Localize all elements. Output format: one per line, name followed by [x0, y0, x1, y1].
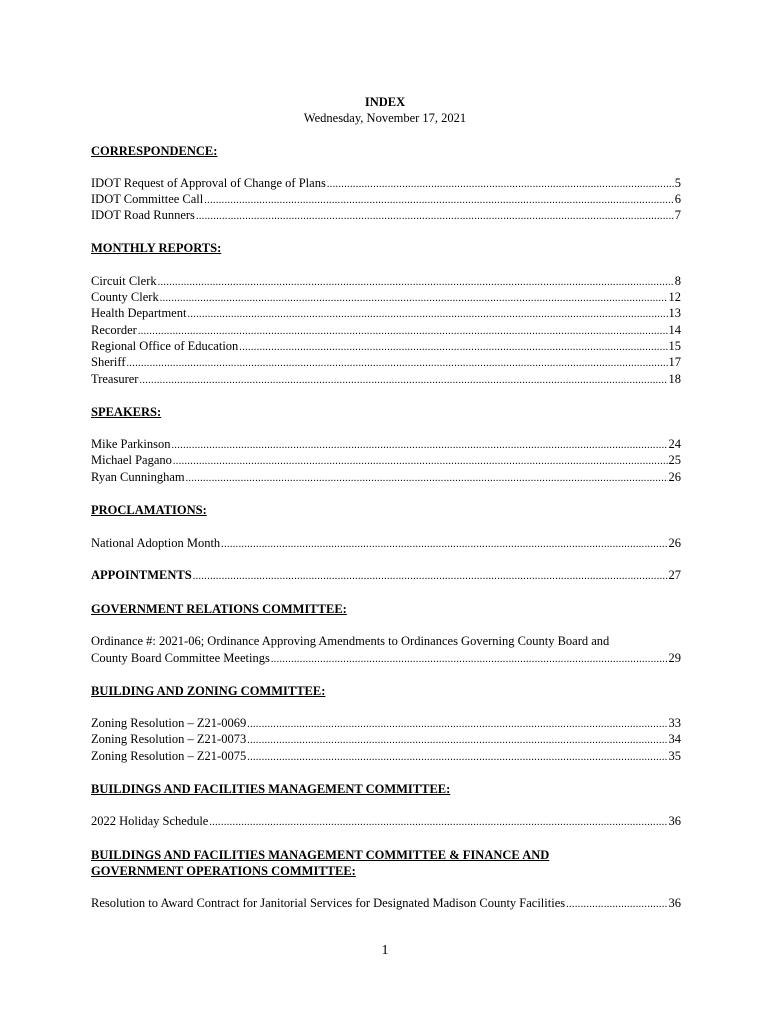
index-entry [91, 895, 681, 911]
entry-label: Zoning Resolution – Z21-0075 [91, 749, 247, 763]
entry-page: 8 [674, 274, 681, 288]
entry-label: Circuit Clerk [91, 274, 157, 288]
entry-page: 29 [668, 651, 681, 665]
dot-leader [193, 569, 668, 585]
entry-label: Zoning Resolution – Z21-0069 [91, 716, 247, 730]
section-heading-buildings-facilities: BUILDINGS AND FACILITIES MANAGEMENT COMMITTEE: [91, 782, 451, 796]
entry-label: Regional Office of Education [91, 339, 239, 353]
index-entry [91, 338, 681, 354]
index-entry [91, 731, 681, 747]
entry-label: Resolution to Award Contract for Janitorial Services for Designated Madison County Facilities [91, 896, 566, 910]
section-heading-buildings-finance-line2: GOVERNMENT OPERATIONS COMMITTEE: [91, 864, 356, 878]
entry-label: County Clerk [91, 290, 159, 304]
index-entry [91, 371, 681, 387]
entry-label: Sheriff [91, 355, 126, 369]
section-heading-correspondence: CORRESPONDENCE: [91, 144, 218, 158]
entry-label: IDOT Road Runners [91, 208, 195, 222]
entry-label: APPOINTMENTS [91, 568, 192, 582]
entry-page: 5 [674, 176, 681, 190]
dot-leader [247, 750, 667, 766]
dot-leader [186, 471, 668, 487]
index-entry [91, 436, 681, 452]
index-entry [91, 452, 681, 468]
entry-label: IDOT Committee Call [91, 192, 204, 206]
dot-leader [247, 733, 667, 749]
entry-page: 6 [674, 192, 681, 206]
index-entry [91, 748, 681, 764]
index-entry [91, 273, 681, 289]
entry-page: 7 [674, 208, 681, 222]
section-heading-buildings-finance-line1: BUILDINGS AND FACILITIES MANAGEMENT COMMITTEE & FINANCE AND [91, 848, 550, 862]
dot-leader [209, 815, 667, 831]
entry-page: 24 [668, 437, 681, 451]
entry-label: National Adoption Month [91, 536, 221, 550]
section-heading-proclamations: PROCLAMATIONS: [91, 503, 207, 517]
entry-label: Zoning Resolution – Z21-0073 [91, 732, 247, 746]
entry-page: 36 [668, 896, 681, 910]
entry-page: 34 [668, 732, 681, 746]
section-heading-building-zoning: BUILDING AND ZONING COMMITTEE: [91, 684, 326, 698]
index-entry-appointments [91, 567, 681, 583]
page-number: 1 [381, 943, 389, 958]
dot-leader [139, 373, 667, 389]
entry-label: Mike Parkinson [91, 437, 171, 451]
index-entry [91, 191, 681, 207]
entry-page: 27 [668, 568, 681, 582]
index-title: INDEX [364, 95, 406, 109]
entry-page: 26 [668, 470, 681, 484]
section-heading-government-relations: GOVERNMENT RELATIONS COMMITTEE: [91, 602, 347, 616]
entry-page: 14 [668, 323, 681, 337]
entry-label: Michael Pagano [91, 453, 172, 467]
section-heading-speakers: SPEAKERS: [91, 405, 162, 419]
entry-label: County Board Committee Meetings [91, 651, 270, 665]
entry-label-line1: Ordinance #: 2021-06; Ordinance Approving Amendments to Ordinances Governing County Board and [91, 634, 610, 648]
entry-page: 25 [668, 453, 681, 467]
index-entry [91, 354, 681, 370]
index-entry [91, 305, 681, 321]
index-entry [91, 289, 681, 305]
entry-page: 13 [668, 306, 681, 320]
dot-leader [221, 537, 667, 553]
entry-page: 15 [668, 339, 681, 353]
entry-label: IDOT Request of Approval of Change of Plans [91, 176, 326, 190]
entry-page: 36 [668, 814, 681, 828]
index-entry [91, 650, 681, 666]
index-entry [91, 715, 681, 731]
meeting-date: Wednesday, November 17, 2021 [303, 111, 467, 125]
index-entry [91, 813, 681, 829]
entry-label: Recorder [91, 323, 137, 337]
dot-leader [566, 897, 667, 913]
dot-leader [271, 652, 668, 668]
entry-label: Treasurer [91, 372, 139, 386]
index-entry [91, 207, 681, 223]
index-entry [91, 322, 681, 338]
entry-page: 26 [668, 536, 681, 550]
entry-page: 17 [668, 355, 681, 369]
dot-leader [127, 356, 668, 372]
entry-label: 2022 Holiday Schedule [91, 814, 209, 828]
index-entry [91, 175, 681, 191]
section-heading-monthly-reports: MONTHLY REPORTS: [91, 241, 222, 255]
index-entry [91, 535, 681, 551]
entry-page: 35 [668, 749, 681, 763]
entry-label: Ryan Cunningham [91, 470, 185, 484]
entry-page: 12 [668, 290, 681, 304]
dot-leader [173, 454, 668, 470]
dot-leader [196, 209, 674, 225]
index-entry [91, 469, 681, 485]
entry-page: 33 [668, 716, 681, 730]
entry-label: Health Department [91, 306, 187, 320]
dot-leader [187, 307, 667, 323]
entry-page: 18 [668, 372, 681, 386]
